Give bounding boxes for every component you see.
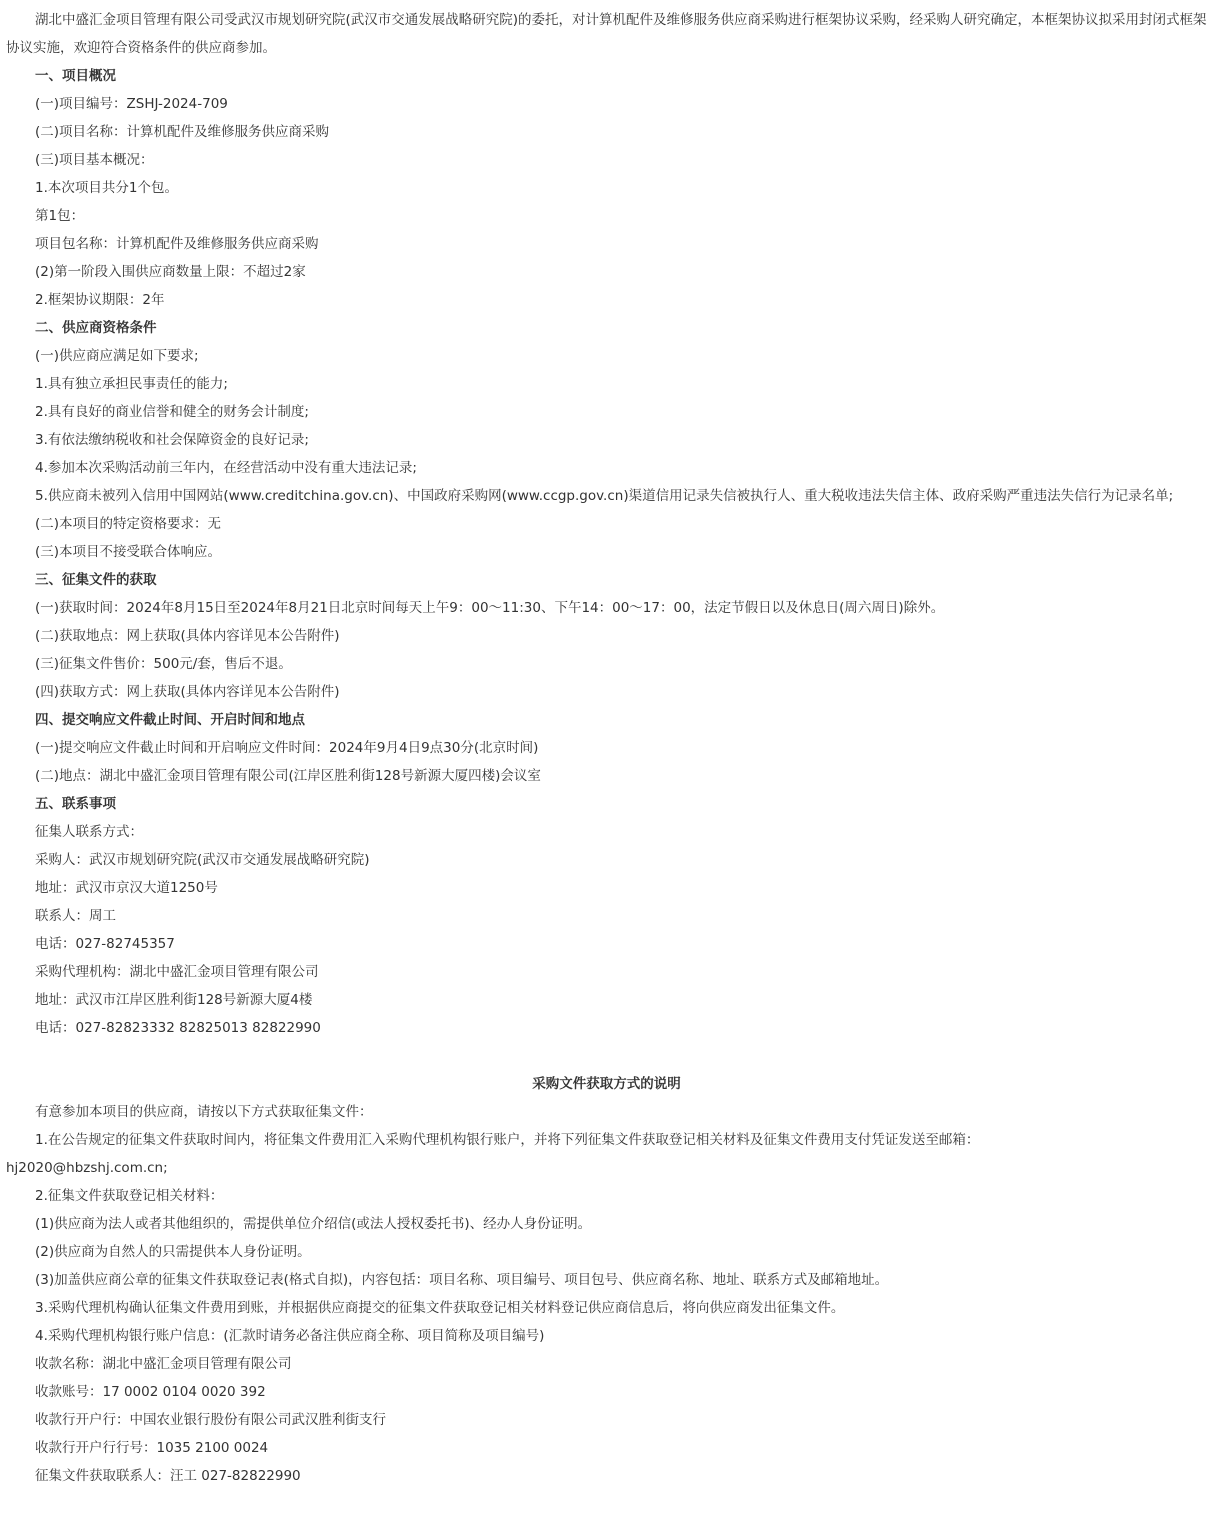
section-heading-qualifications: 二、供应商资格条件 [35, 320, 157, 336]
notice-line: 收款行开户行：中国农业银行股份有限公司武汉胜利街支行 [35, 1412, 386, 1428]
notice-line: 4.采购代理机构银行账户信息：(汇款时请务必备注供应商全称、项目简称及项目编号) [35, 1328, 545, 1344]
notice-line: (1)供应商为法人或者其他组织的，需提供单位介绍信(或法人授权委托书)、经办人身份证明。 [35, 1216, 592, 1232]
intro-paragraph: 湖北中盛汇金项目管理有限公司受武汉市规划研究院(武汉市交通发展战略研究院)的委托，对计算机配件及维修服务供应商采购进行框架协议采购，经采购人研究确定，本框架协议拟采用封闭式框架协议实施，欢迎符合资格条件的供应商参加。 [6, 12, 1207, 56]
contact-line: 电话：027-82823332 82825013 82822990 [35, 1020, 321, 1036]
contact-line: 电话：027-82745357 [35, 936, 175, 952]
overview-line: 1.本次项目共分1个包。 [35, 180, 178, 196]
notice-line: 收款账号：17 0002 0104 0020 392 [35, 1384, 266, 1400]
notice-email: hj2020@hbzshj.com.cn; [6, 1160, 168, 1176]
overview-line: (2)第一阶段入围供应商数量上限：不超过2家 [35, 264, 306, 280]
qualification-line: 4.参加本次采购活动前三年内，在经营活动中没有重大违法记录; [35, 460, 417, 476]
notice-line: (3)加盖供应商公章的征集文件获取登记表(格式自拟)，内容包括：项目名称、项目编号、项目包号、供应商名称、地址、联系方式及邮箱地址。 [35, 1272, 889, 1288]
notice-line: (2)供应商为自然人的只需提供本人身份证明。 [35, 1244, 311, 1260]
overview-line: (二)项目名称：计算机配件及维修服务供应商采购 [35, 124, 330, 140]
qualification-line: (三)本项目不接受联合体响应。 [35, 544, 222, 560]
qualification-line: (一)供应商应满足如下要求; [35, 348, 199, 364]
qualification-item-5: 5.供应商未被列入信用中国网站(www.creditchina.gov.cn)、中国政府采购网(www.ccgp.gov.cn)渠道信用记录失信被执行人、重大税收违法失信主体、政府采购严重违法失信行为记录名单; [35, 488, 1174, 504]
acquisition-line: (二)获取地点：网上获取(具体内容详见本公告附件) [35, 628, 340, 644]
section-heading-overview: 一、项目概况 [35, 68, 116, 84]
qualification-line: (二)本项目的特定资格要求：无 [35, 516, 222, 532]
overview-line: (三)项目基本概况： [35, 152, 154, 168]
spacer [6, 1042, 1207, 1070]
notice-line: 2.征集文件获取登记相关材料： [35, 1188, 224, 1204]
contact-line: 地址：武汉市江岸区胜利街128号新源大厦4楼 [35, 992, 313, 1008]
notice-item-1: 1.在公告规定的征集文件获取时间内，将征集文件费用汇入采购代理机构银行账户，并将下列征集文件获取登记相关材料及征集文件费用支付凭证发送至邮箱： [35, 1132, 980, 1148]
notice-line: 收款行开户行行号：1035 2100 0024 [35, 1440, 269, 1456]
contact-line: 联系人：周工 [35, 908, 116, 924]
qualification-line: 1.具有独立承担民事责任的能力; [35, 376, 228, 392]
qualification-line: 2.具有良好的商业信誉和健全的财务会计制度; [35, 404, 309, 420]
notice-line: 3.采购代理机构确认征集文件费用到账，并根据供应商提交的征集文件获取登记相关材料登记供应商信息后，将向供应商发出征集文件。 [35, 1300, 845, 1316]
section-heading-contact: 五、联系事项 [35, 796, 116, 812]
contact-line: 地址：武汉市京汉大道1250号 [35, 880, 218, 896]
overview-line: 项目包名称：计算机配件及维修服务供应商采购 [35, 236, 319, 252]
notice-line: 征集文件获取联系人：汪工 027-82822990 [35, 1468, 301, 1484]
section-heading-document-acquisition: 三、征集文件的获取 [35, 572, 157, 588]
contact-line: 采购人：武汉市规划研究院(武汉市交通发展战略研究院) [35, 852, 370, 868]
notice-line: 收款名称：湖北中盛汇金项目管理有限公司 [35, 1356, 292, 1372]
contact-line: 采购代理机构：湖北中盛汇金项目管理有限公司 [35, 964, 319, 980]
qualification-line: 3.有依法缴纳税收和社会保障资金的良好记录; [35, 432, 309, 448]
notice-title: 采购文件获取方式的说明 [532, 1076, 681, 1092]
acquisition-line: (一)获取时间：2024年8月15日至2024年8月21日北京时间每天上午9：00～11:30、下午14：00～17：00，法定节假日以及休息日(周六周日)除外。 [35, 600, 945, 616]
overview-line: 2.框架协议期限：2年 [35, 292, 165, 308]
submission-line: (二)地点：湖北中盛汇金项目管理有限公司(江岸区胜利街128号新源大厦四楼)会议室 [35, 768, 541, 784]
acquisition-line: (三)征集文件售价：500元/套，售后不退。 [35, 656, 292, 672]
acquisition-line: (四)获取方式：网上获取(具体内容详见本公告附件) [35, 684, 340, 700]
section-heading-submission: 四、提交响应文件截止时间、开启时间和地点 [35, 712, 305, 728]
overview-line: (一)项目编号：ZSHJ-2024-709 [35, 96, 228, 112]
submission-line: (一)提交响应文件截止时间和开启响应文件时间：2024年9月4日9点30分(北京时间) [35, 740, 539, 756]
notice-line: 有意参加本项目的供应商，请按以下方式获取征集文件： [35, 1104, 373, 1120]
contact-line: 征集人联系方式： [35, 824, 143, 840]
overview-line: 第1包： [35, 208, 85, 224]
